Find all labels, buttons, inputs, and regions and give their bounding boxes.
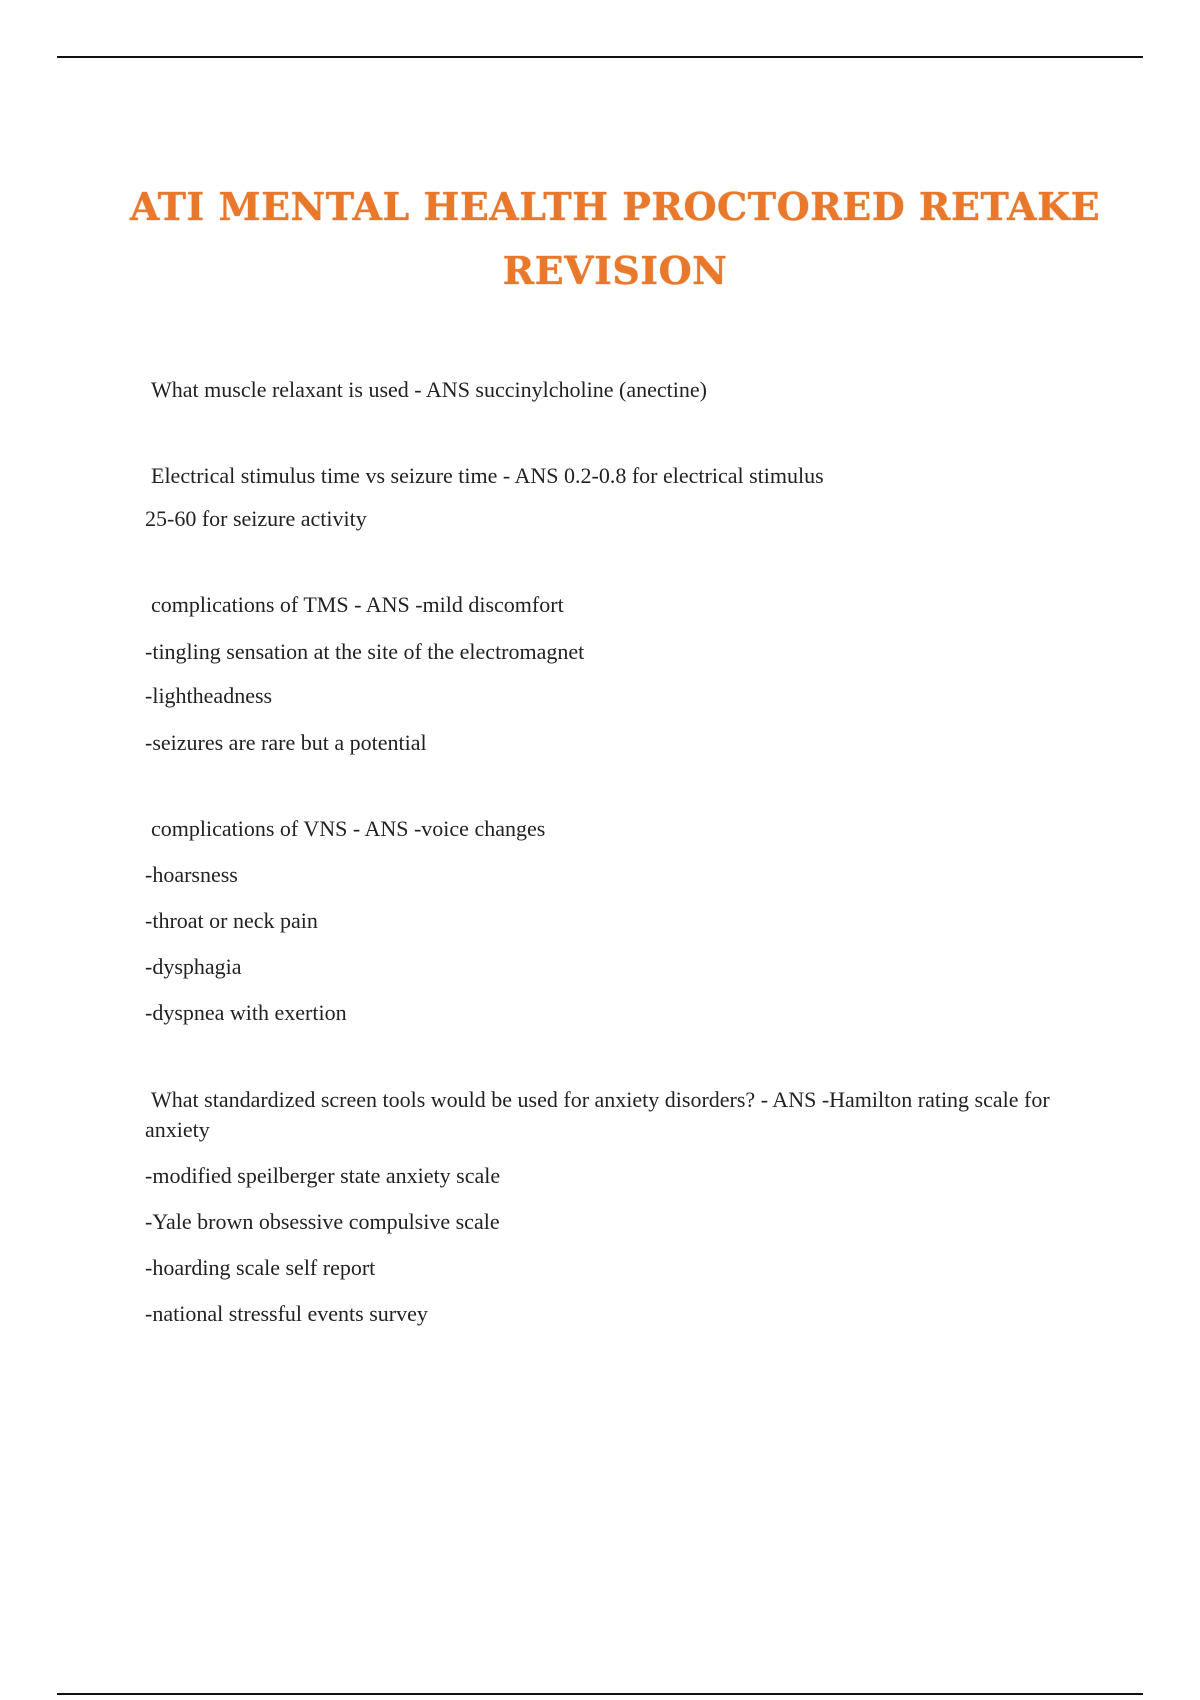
qa-line: -Yale brown obsessive compulsive scale <box>145 1209 500 1234</box>
qa-item-4 <box>145 814 1065 1028</box>
qa-line: -dysphagia <box>145 954 242 979</box>
qa-question: What standardized screen tools would be used for anxiety disorders? - ANS -Hamilton rating scale for anxiety <box>145 1087 1050 1142</box>
qa-line: -dyspnea with exertion <box>145 1000 347 1025</box>
qa-item-3 <box>145 590 1065 758</box>
qa-question: complications of TMS - ANS -mild discomfort <box>151 592 564 617</box>
qa-line: -tingling sensation at the site of the electromagnet <box>145 639 585 664</box>
qa-content <box>145 375 1065 1329</box>
qa-item-2 <box>145 461 1065 534</box>
qa-line: -seizures are rare but a potential <box>145 730 427 755</box>
qa-line: -hoarding scale self report <box>145 1255 376 1280</box>
qa-line: -national stressful events survey <box>145 1301 428 1326</box>
qa-line: -throat or neck pain <box>145 908 318 933</box>
qa-line: 25-60 for seizure activity <box>145 506 367 531</box>
title-line-2: REVISION <box>502 248 728 294</box>
qa-question: Electrical stimulus time vs seizure time - ANS 0.2-0.8 for electrical stimulus <box>151 463 824 488</box>
qa-item-1 <box>145 375 1065 405</box>
qa-line: -lightheadness <box>145 683 273 708</box>
document-title <box>100 175 1130 303</box>
footer-rule <box>57 1693 1143 1695</box>
qa-question: What muscle relaxant is used - ANS succinylcholine (anectine) <box>151 377 707 402</box>
qa-question: complications of VNS - ANS -voice changes <box>151 816 546 841</box>
qa-line: -modified speilberger state anxiety scale <box>145 1163 501 1188</box>
qa-line: -hoarsness <box>145 862 238 887</box>
title-line-1: ATI MENTAL HEALTH PROCTORED RETAKE <box>129 184 1101 230</box>
header-rule <box>57 56 1143 58</box>
qa-item-5 <box>145 1085 1065 1329</box>
